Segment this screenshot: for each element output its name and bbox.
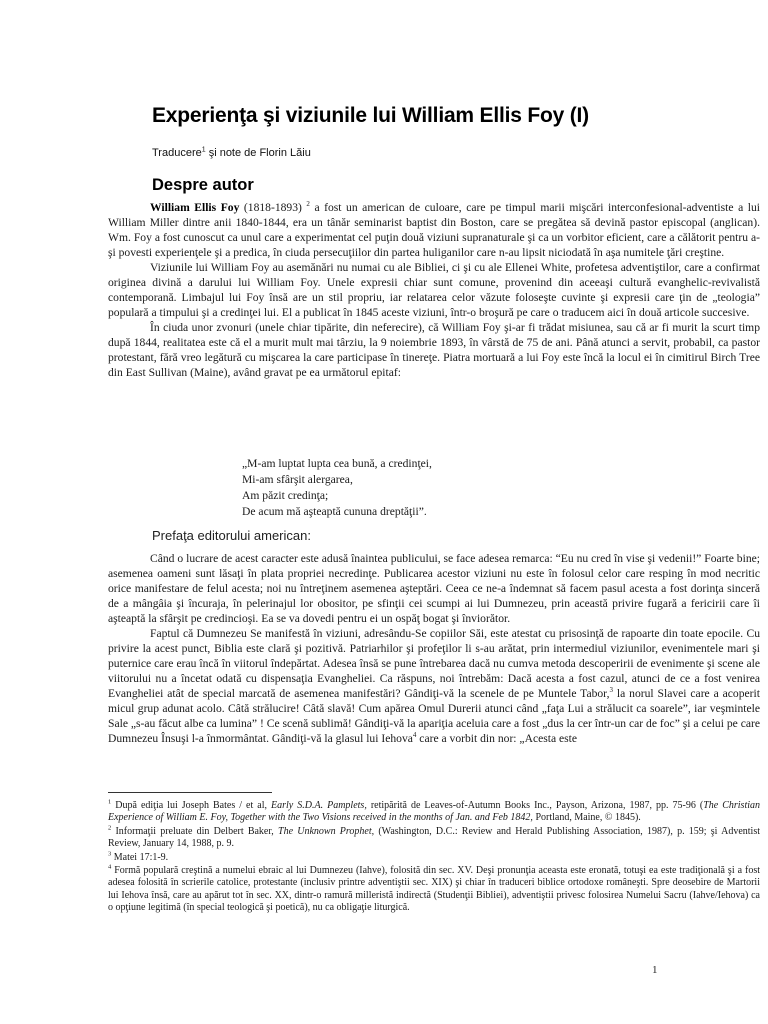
footnote-number: 4 — [108, 863, 112, 871]
footnote-text: retipărită de Leaves-of-Autumn Books Inc., Payson, Arizona, 1987, pp. 75-96 ( — [366, 800, 704, 811]
document-title: Experienţa şi viziunile lui William Ellis Foy (I) — [152, 104, 589, 127]
footnote-italic: The Christian Experience of William E. Foy, Together with the Two Visions received in the months of Jan. and Feb 1842, — [108, 800, 760, 824]
footnote-number: 2 — [108, 824, 112, 832]
footnote-1 — [108, 800, 760, 825]
footnote-divider — [108, 792, 272, 793]
paragraph-text: care a vorbit din nor: „Acesta este — [416, 732, 578, 745]
translator-name: şi note de Florin Lăiu — [205, 147, 311, 159]
paragraph-text: a fost un american de culoare, care pe timpul marii mişcări interconfesional-adventiste a lui William Miller dintre anii 1840-1844, era un tânăr seminarist baptist din Boston, care se pregătea să devină pastor episcopal (anglican). Wm. Foy a fost cunoscut ca unul care a experimentat cel puţin două viziuni supranaturale şi ca un vorbitor eficient, care a călătorit pentru a-şi povesti experienţele şi a predica, în ciuda persecuţiilor din partea huliganilor care n-au lipsit niciodată în aşa numitele ţări creştine. — [108, 201, 760, 259]
page-number: 1 — [652, 964, 658, 976]
footnote-text: Informaţii preluate din Delbert Baker, — [111, 825, 279, 837]
epitaph-line: „M-am luptat lupta cea bună, a credinţei, — [242, 457, 432, 470]
section-heading-preface: Prefaţa editorului american: — [152, 528, 311, 543]
footnote-3 — [108, 852, 760, 864]
footnote-text: Matei 17:1-9. — [111, 851, 169, 863]
footnote-text: Portland, Maine, © 1845). — [532, 812, 641, 824]
footnotes — [108, 800, 760, 916]
author-section-body — [108, 200, 760, 380]
author-name: William Ellis Foy — [150, 201, 240, 214]
footnote-italic: Early S.D.A. Pamplets, — [271, 800, 367, 811]
paragraph: Când o lucrare de acest caracter este adusă înaintea publicului, se face adesea remarca: “Eu nu cred în vise şi vedenii!” Foarte bine; asemenea oameni sunt lăsaţi în plata propriei necredinţe. Publicarea acestor viziuni nu este în folosul celor care resping în mod necritic orice manifestare de felul acesta; noi nu întreţinem asemenea aşteptări. Ceea ce ne-a îndemnat să facem pasul acesta a fost dorinţa sinceră de a mângâia şi încuraja, în pelerinajul lor obositor, pe sfinţii cei scumpi ai lui Dumnezeu, prin această privire fugară a fericirii care îi aşteaptă la sfârşit pe credincioşi. Ea se va dovedi pentru ei un ospăţ bogat şi înviorător. — [108, 552, 760, 625]
epitaph-line: Mi-am sfârşit alergarea, — [242, 473, 353, 486]
epitaph-line: De acum mă aşteaptă cununa dreptăţii”. — [242, 505, 427, 518]
footnote-number: 3 — [108, 850, 112, 858]
paragraph-text: (1818-1893) — [239, 201, 307, 214]
paragraph-text: la norul Slavei care a acoperit micul grup adunat acolo. Câtă strălucire! Câtă slavă! Cum apărea Omul Durerii atunci când „faţa Lui a strălucit ca soarele”, iar veşmintele Sale „s-au făcut albe ca lumina” ! Ce scenă sublimă! Gândiţi-vă la apariţia aceluia care a fost „dus la cer într-un car de foc” şi a celui pe care Dumnezeu Însuşi l-a înmormântat. Gândiţi-vă la glasul lui Iehova — [108, 687, 760, 745]
section-heading-author: Despre autor — [152, 176, 254, 194]
paragraph — [108, 200, 760, 260]
epitaph-line: Am păzit credinţa; — [242, 489, 329, 502]
footnote-text: După ediţia lui Joseph Bates / et al, — [111, 800, 272, 811]
paragraph — [108, 626, 760, 746]
footnote-2 — [108, 826, 760, 851]
paragraph: În ciuda unor zvonuri (unele chiar tipărite, din neferecire), că William Foy şi-ar fi trădat misiunea, sau că ar fi murit la scurt timp după 1844, realitatea este că el a murit mult mai târziu, la 9 noiembrie 1893, în vârstă de 75 de ani. Până atunci a servit, probabil, ca pastor protestant, fără vreo legătură cu mişcarea la care participase în tinereţe. Piatra mortuară a lui Foy este încă la locul ei în cimitirul Birch Tree din East Sullivan (Maine), având gravat pe ea următorul epitaf: — [108, 321, 760, 379]
footnote-text: Formă populară creştină a numelui ebraic al lui Dumnezeu (Iahve), folosită din sec. XV. Deşi pronunţia aceasta este eronată, totuşi ea este tradiţională şi a fost adesea folosită în scrierile catolice, protestante (inclusiv printre adventiştii sec. XIX) şi chiar în traduceri biblice ortodoxe româneşti. Spre deosebire de Martorii lui Iehova însă, care au apărut tot în sec. XX, dintr-o ramură milleristă indirectă (Studenţii Bibliei), adventiştii privesc folosirea Numelui Sacru (Iahve/Iehova) ca o opţiune legitimă (în special teologică şi poetică), nu ca obligaţie liturgică. — [108, 865, 760, 914]
footnote-ref: 2 — [306, 200, 310, 209]
footnote-text: (Washington, D.C.: Review and Herald Publishing Association, 1987), p. 159; şi Adventist Review, January 14, 1988, p. 9. — [108, 825, 760, 850]
translator-credit — [152, 147, 311, 159]
footnote-number: 1 — [108, 798, 112, 806]
epitaph-quote — [242, 456, 432, 520]
footnote-ref: 1 — [201, 146, 206, 154]
translator-prefix: Traducere — [152, 147, 202, 159]
paragraph-text: Faptul că Dumnezeu Se manifestă în viziuni, adresându-Se copiilor Săi, este atestat cu prisosinţă de rapoarte din toate epocile. Cu privire la acest punct, Biblia este clară şi pozitivă. Patriarhilor şi profeţilor li s-au arătat, prin intermediul viziunilor, evenimentele mari şi puternice care erau încă în viitorul îndepărtat. Adesea însă se pune întrebarea dacă nu cumva metoda descoperirii de evenimente şi scene ale viitorului nu a încetat odată cu dispensaţia Evangheliei. Ca răspuns, noi întrebăm: Dacă acesta a fost cazul, atunci de ce a fost venirea Evangheliei atât de special marcată de asemenea manifestări? Gândiţi-vă la scenele de pe Muntele Tabor, — [108, 627, 760, 700]
preface-section-body — [108, 551, 760, 746]
footnote-ref: 3 — [609, 686, 613, 695]
paragraph: Viziunile lui William Foy au asemănări nu numai cu ale Bibliei, ci şi cu ale Ellenei White, profetesa adventiştilor, care a confirmat originea divină a darului lui William Foy. Unele expresii chiar sunt comune, provenind din aceeaşi cultură evanghelic-revivalistă contemporană. Limbajul lui Foy însă are un stil propriu, iar relatarea celor văzute foloseşte cuvinte şi expresii care ţin de „teologia” populară a timpului şi a credinţei lui. El a publicat în 1845 aceste viziuni, într-o broşură pe care o traducem aici în două articole succesive. — [108, 261, 760, 319]
footnote-ref: 4 — [412, 731, 417, 740]
footnote-4 — [108, 865, 760, 915]
footnote-italic: The Unknown Prophet, — [278, 825, 375, 837]
